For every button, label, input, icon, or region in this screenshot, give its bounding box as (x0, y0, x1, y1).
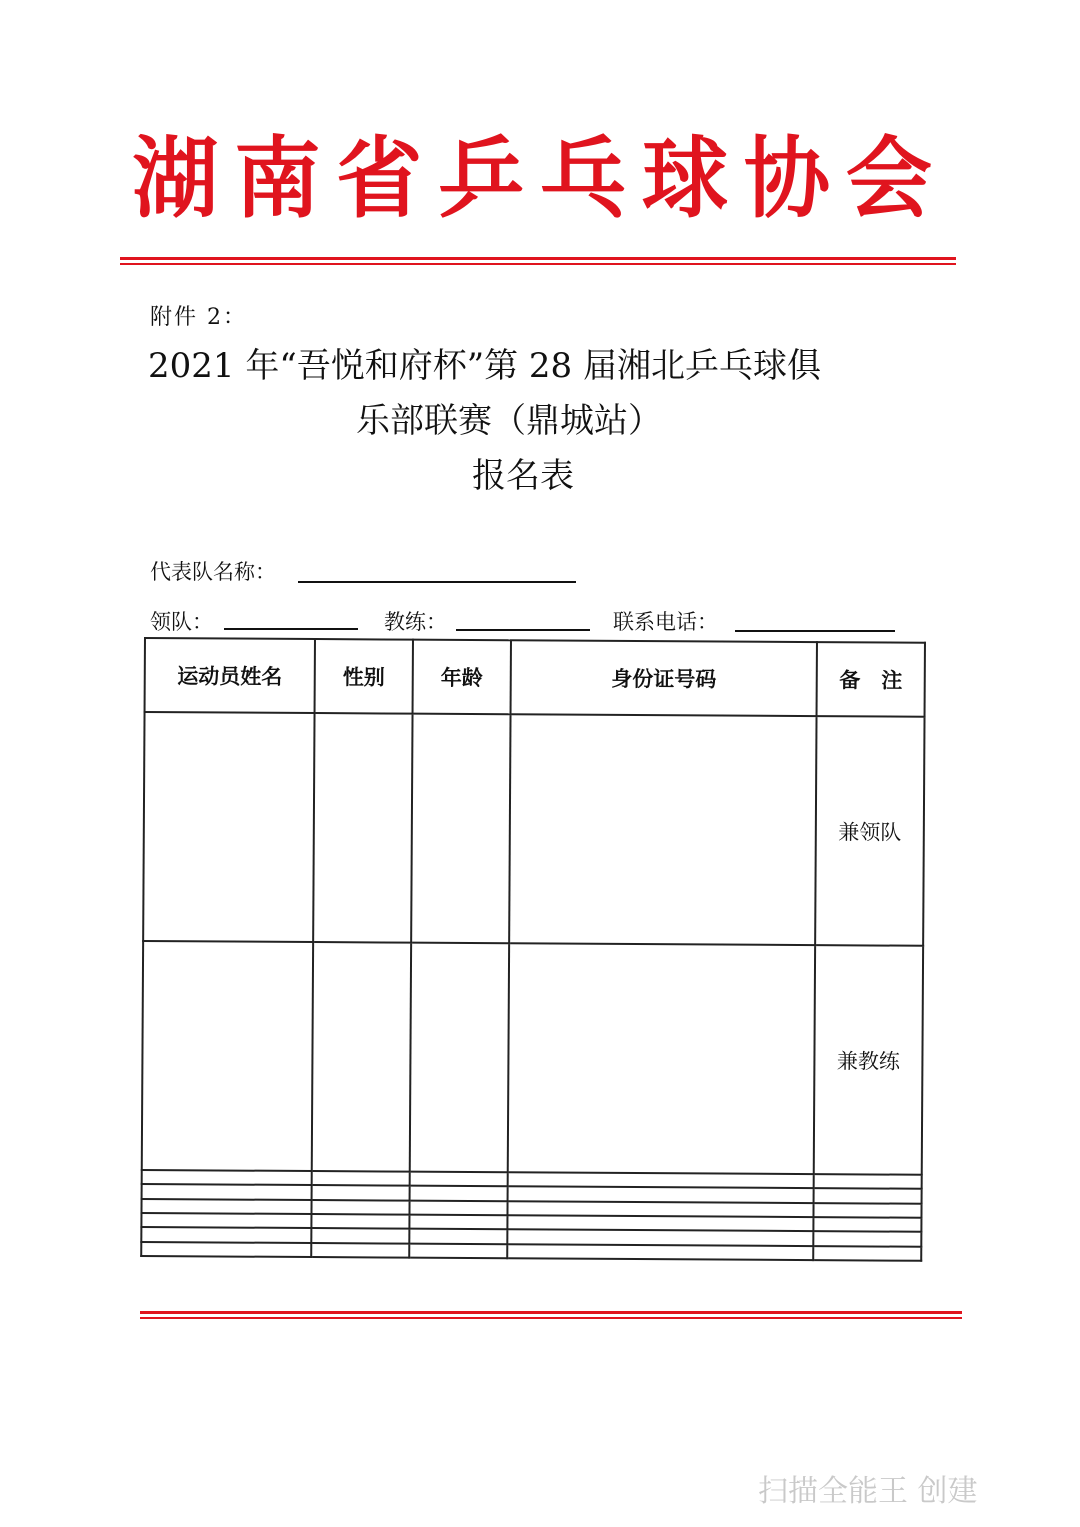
cell-remarks[interactable] (813, 1203, 921, 1218)
cell-name[interactable] (142, 1170, 312, 1185)
table-row (143, 712, 924, 946)
cell-id[interactable] (509, 714, 816, 945)
cell-name[interactable] (141, 1199, 311, 1214)
cell-age[interactable] (410, 1172, 508, 1187)
cell-gender[interactable] (313, 713, 412, 943)
team-name-label: 代表队名称： (150, 560, 276, 584)
cell-remarks[interactable] (813, 1246, 921, 1261)
header-id-number: 身份证号码 (511, 640, 817, 716)
header-age: 年龄 (413, 640, 511, 715)
cell-remarks[interactable]: 兼领队 (815, 716, 924, 946)
cell-remarks[interactable] (813, 1231, 921, 1246)
cell-gender[interactable] (312, 942, 411, 1172)
cell-age[interactable] (409, 1229, 507, 1244)
registration-table (140, 637, 926, 1262)
leader-blank[interactable] (224, 628, 358, 630)
cell-gender[interactable] (311, 1228, 409, 1243)
top-red-rule-thin (120, 263, 956, 265)
cell-age[interactable] (409, 1243, 507, 1258)
cell-name[interactable] (141, 1227, 311, 1242)
cell-name[interactable] (141, 1242, 311, 1257)
cell-name[interactable] (142, 1184, 312, 1199)
cell-name[interactable] (143, 712, 314, 942)
phone-label: 联系电话： (613, 610, 718, 634)
cell-age[interactable] (410, 943, 509, 1173)
bottom-red-rule (140, 1311, 962, 1314)
cell-remarks[interactable] (814, 1174, 922, 1189)
table-header-row (145, 638, 925, 717)
scanner-watermark: 扫描全能王 创建 (758, 1474, 978, 1509)
cell-id[interactable] (507, 1244, 813, 1260)
coach-blank[interactable] (456, 629, 590, 631)
cell-gender[interactable] (311, 1214, 409, 1229)
title-line-1: 2021 年“吾悦和府杯”第 28 届湘北乒乓球俱 (148, 346, 821, 386)
cell-name[interactable] (141, 1213, 311, 1228)
team-name-blank[interactable] (298, 581, 576, 583)
cell-remarks[interactable]: 兼教练 (814, 945, 923, 1175)
attachment-label: 附件 2： (150, 305, 247, 330)
top-red-rule (120, 257, 956, 260)
cell-id[interactable] (508, 943, 815, 1174)
cell-remarks[interactable] (814, 1189, 922, 1204)
title-line-2: 乐部联赛（鼎城站） (356, 401, 662, 441)
cell-age[interactable] (409, 1215, 507, 1230)
header-remarks: 备 注 (817, 642, 925, 717)
phone-blank[interactable] (735, 630, 895, 632)
organization-letterhead: 湖南省乒乓球协会 (132, 126, 948, 230)
cell-gender[interactable] (311, 1243, 409, 1258)
title-line-3: 报名表 (472, 456, 574, 496)
coach-label: 教练： (384, 610, 447, 634)
leader-label: 领队： (150, 610, 213, 634)
table-row (142, 941, 923, 1175)
cell-age[interactable] (411, 714, 510, 944)
header-gender: 性别 (315, 639, 413, 714)
cell-age[interactable] (409, 1200, 507, 1215)
bottom-red-rule-thin (140, 1317, 962, 1319)
cell-gender[interactable] (312, 1171, 410, 1186)
cell-gender[interactable] (311, 1200, 409, 1215)
cell-age[interactable] (410, 1186, 508, 1201)
cell-remarks[interactable] (813, 1217, 921, 1232)
header-athlete-name: 运动员姓名 (145, 638, 315, 713)
cell-gender[interactable] (312, 1185, 410, 1200)
cell-name[interactable] (142, 941, 313, 1171)
